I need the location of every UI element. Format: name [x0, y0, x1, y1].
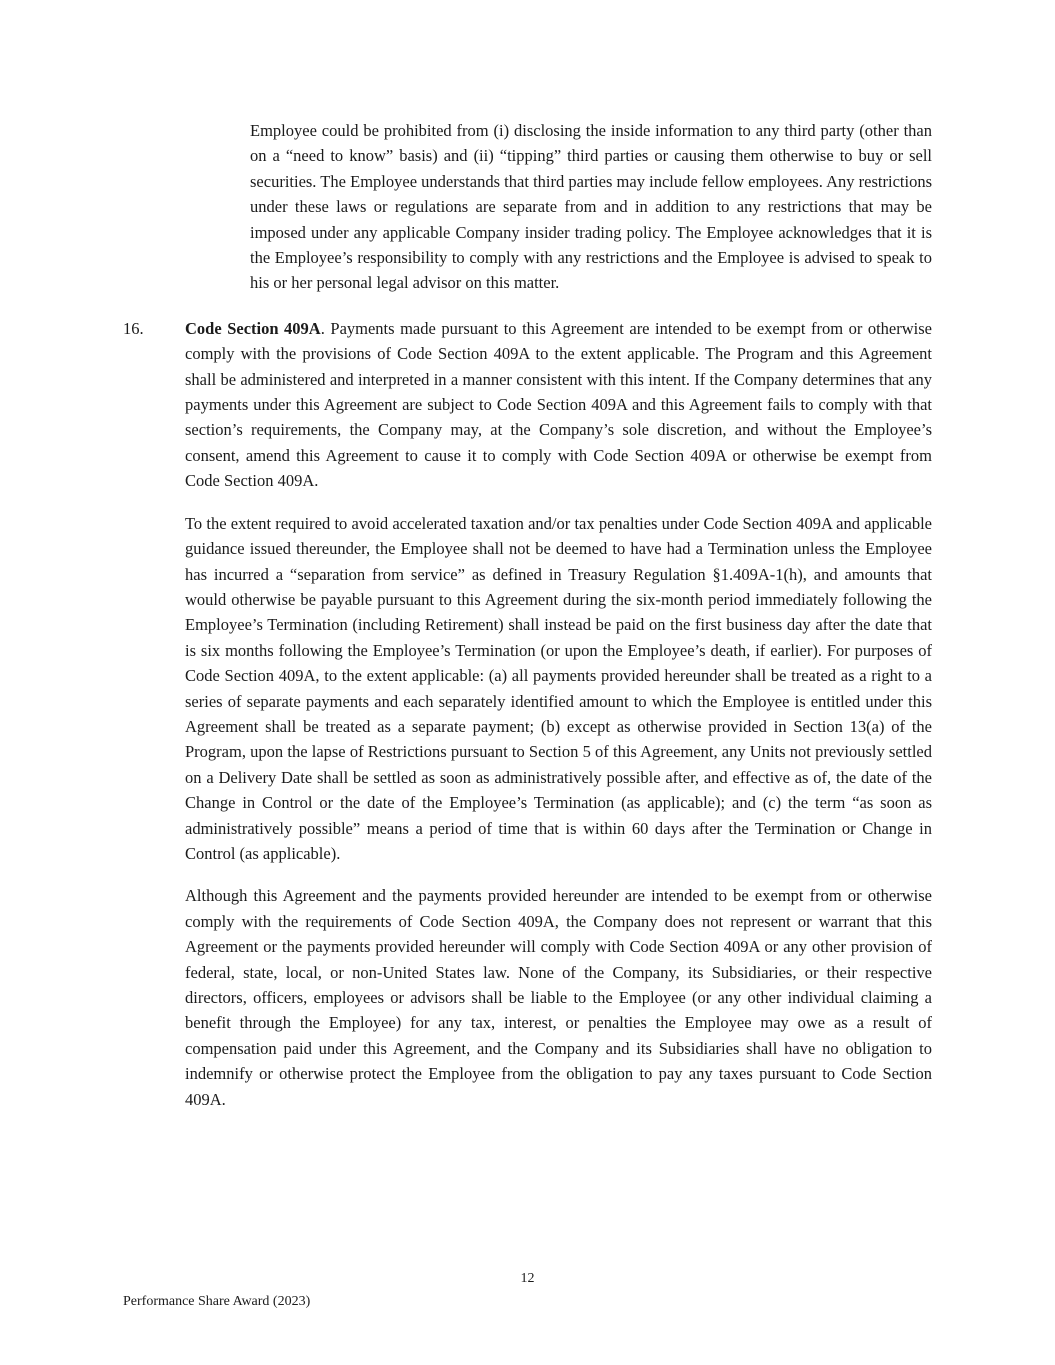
- paragraph-continuation: Employee could be prohibited from (i) disclosing the inside information to any third party (other than on a “need to know” basis) and (ii) “tipping” third parties or causing them otherwise to buy or sell securities. The Employee understands that third parties may include fellow employees. Any restrictions under these laws or regulations are separate from and in addition to any restrictions that may be imposed under any applicable Company insider trading policy. The Employee acknowledges that it is the Employee’s responsibility to comply with any restrictions and the Employee is advised to speak to his or her personal legal advisor on this matter.: [250, 121, 932, 293]
- section-16-paragraph-3: Although this Agreement and the payments provided hereunder are intended to be exempt from or otherwise comply with the requirements of Code Section 409A, the Company does not represent or warrant that this Agreement or the payments provided hereunder will comply with Code Section 409A or any other provision of federal, state, local, or non-United States law. None of the Company, its Subsidiaries, or their respective directors, officers, employees or advisors shall be liable to the Employee (or any other individual claiming a benefit through the Employee) for any tax, interest, or penalties the Employee may owe as a result of compensation paid under this Agreement, and the Company and its Subsidiaries shall have no obligation to indemnify or otherwise protect the Employee from the obligation to pay any taxes pursuant to Code Section 409A.: [185, 886, 932, 1109]
- section-16-paragraph-2: To the extent required to avoid accelerated taxation and/or tax penalties under Code Section 409A and applicable guidance issued thereunder, the Employee shall not be deemed to have had a Termination unless the Employee has incurred a “separation from service” as defined in Treasury Regulation §1.409A-1(h), and amounts that would otherwise be payable pursuant to this Agreement during the six-month period immediately following the Employee’s Termination (including Retirement) shall instead be paid on the first business day after the date that is six months following the Employee’s Termination (or upon the Employee’s death, if earlier). For purposes of Code Section 409A, to the extent applicable: (a) all payments provided hereunder shall be treated as a right to a series of separate payments and each separately identified amount to which the Employee is entitled under this Agreement shall be treated as a separate payment; (b) except as otherwise provided in Section 13(a) of the Program, upon the lapse of Restrictions pursuant to Section 5 of this Agreement, any Units not previously settled on a Delivery Date shall be settled as soon as administratively possible after, and effective as of, the date of the Change in Control or the date of the Employee’s Termination (as applicable); and (c) the term “as soon as administratively possible” means a period of time that is within 60 days after the Termination or Change in Control (as applicable).: [185, 513, 932, 863]
- section-16-intro-text: . Payments made pursuant to this Agreement are intended to be exempt from or otherwise comply with the provisions of Code Section 409A to the extent applicable. The Program and this Agreement shall be administered and interpreted in a manner consistent with this intent. If the Company determines that any payments under this Agreement are subject to Code Section 409A and this Agreement fails to comply with that section’s requirements, the Company may, at the Company’s sole discretion, and without the Employee’s consent, amend this Agreement to cause it to comply with Code Section 409A or otherwise be exempt from Code Section 409A.: [185, 318, 932, 491]
- section-16-intro-paragraph: [123, 316, 932, 494]
- footer-label: Performance Share Award (2023): [123, 1294, 311, 1309]
- page-number: 12: [520, 1271, 535, 1286]
- section-16-heading: Code Section 409A: [185, 318, 321, 338]
- document-body: [0, 118, 1055, 1129]
- section-16-number: 16.: [123, 318, 144, 338]
